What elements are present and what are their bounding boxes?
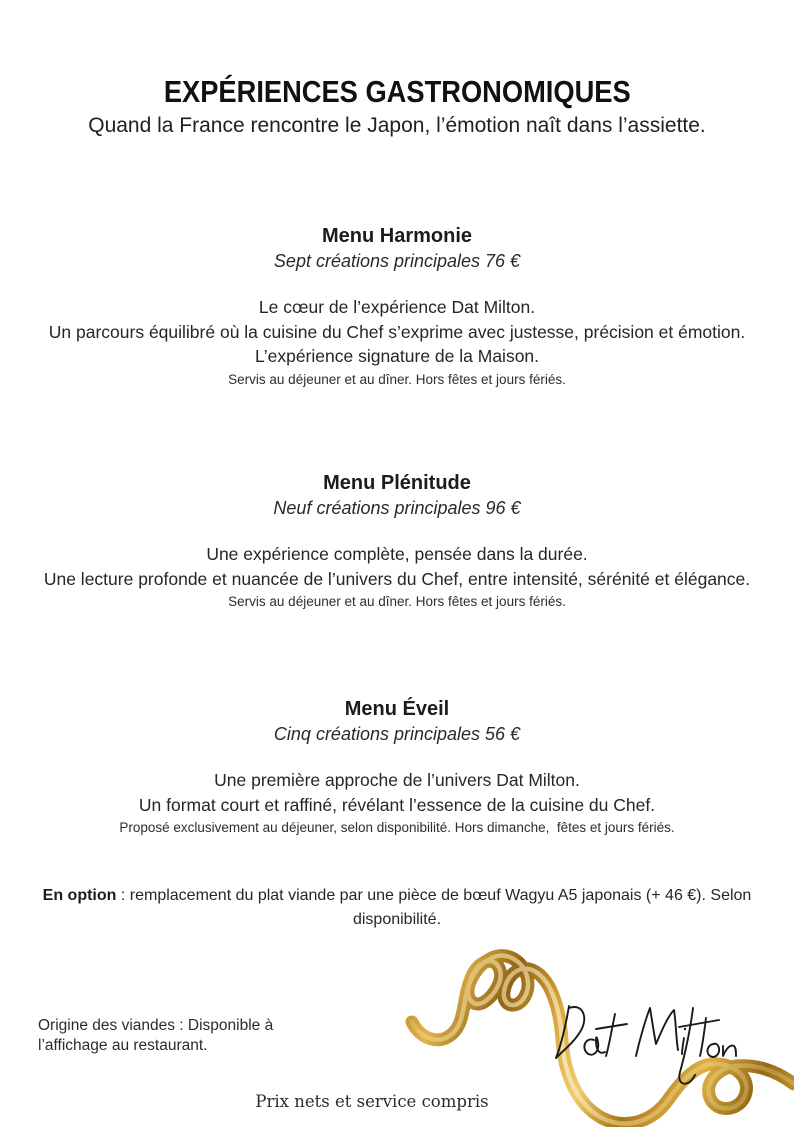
menu-section-plenitude [17,471,777,610]
menu-description-line: Une expérience complète, pensée dans la durée. [206,544,588,564]
page-title: EXPÉRIENCES GASTRONOMIQUES [163,74,631,109]
menu-name-eveil: Menu Éveil [344,698,450,720]
option-text: : remplacement du plat viande par une pièce de bœuf Wagyu A5 japonais (+ 46 €). Selon disponibilité. [116,887,752,928]
ribbon-signature-area [400,930,794,1127]
menu-price-eveil: Cinq créations principales 56 € [273,724,521,744]
menu-description-line: Le cœur de l’expérience Dat Milton. [258,297,536,317]
page-header [0,74,794,139]
menu-description-line: Une lecture profonde et nuancée de l’univers du Chef, entre intensité, sérénité et élégance. [43,568,751,589]
menu-name-harmonie: Menu Harmonie [321,225,473,247]
menu-description-plenitude [17,542,777,591]
wagyu-option-note [10,884,784,932]
price-service-note: Prix nets et service compris [255,1092,489,1111]
menu-description-line: Un format court et raffiné, révélant l’essence de la cuisine du Chef. [138,794,656,815]
menu-description-line: L’expérience signature de la Maison. [254,346,540,366]
menu-description-eveil [17,768,777,817]
menu-name-plenitude: Menu Plénitude [323,472,471,494]
meat-origin-line: l’affichage au restaurant. [38,1036,208,1054]
menu-price-plenitude: Neuf créations principales 96 € [273,498,521,518]
menu-note-eveil: Proposé exclusivement au déjeuner, selon disponibilité. Hors dimanche, fêtes et jours fériés. [119,820,675,835]
menu-description-line: Une première approche de l’univers Dat Milton. [214,770,580,790]
menu-price-harmonie: Sept créations principales 76 € [273,251,521,271]
gold-ribbon-decoration [400,930,794,1127]
meat-origin-note [38,1016,358,1055]
menu-description-line: Un parcours équilibré où la cuisine du Chef s’exprime avec justesse, précision et émotion. [48,321,746,342]
menu-description-harmonie [17,295,777,369]
menu-section-eveil [17,697,777,836]
option-label: En option [42,887,117,904]
menu-note-plenitude: Servis au déjeuner et au dîner. Hors fêtes et jours fériés. [228,594,566,609]
menu-section-harmonie [17,224,777,388]
page-subtitle: Quand la France rencontre le Japon, l’émotion naît dans l’assiette. [88,114,706,137]
meat-origin-line: Origine des viandes : Disponible à [38,1017,274,1034]
menu-note-harmonie: Servis au déjeuner et au dîner. Hors fêtes et jours fériés. [228,371,566,387]
chef-signature [556,1006,736,1084]
